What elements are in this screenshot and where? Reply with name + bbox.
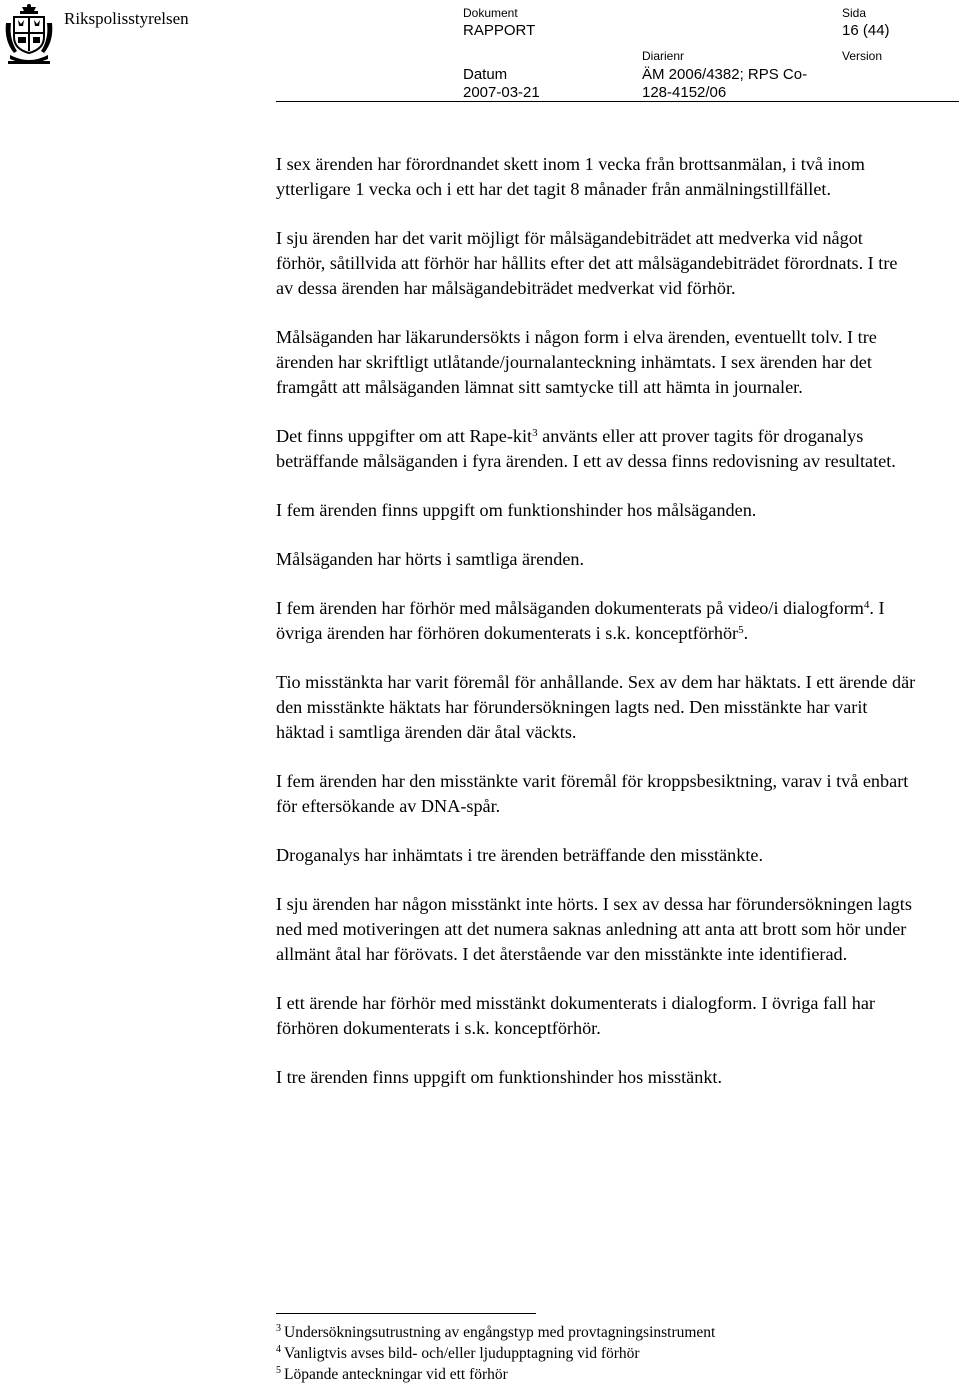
footnote [276, 1322, 916, 1343]
diarienr-value-line1: ÄM 2006/4382; RPS Co- [642, 66, 808, 83]
diarienr-value-line2: 128-4152/06 [642, 84, 727, 101]
datum-label: Datum [463, 66, 508, 83]
paragraph: Målsäganden har hörts i samtliga ärenden. [276, 549, 585, 569]
footnote-ref: 4 [863, 599, 870, 611]
footnote-text: Vanligtvis avses bild- och/eller ljudupptagning vid förhör [284, 1345, 640, 1362]
datum-value: 2007-03-21 [463, 84, 540, 101]
footnote-number: 3 [276, 1323, 281, 1334]
footnote-number: 4 [276, 1344, 281, 1355]
organization-name: Rikspolisstyrelsen [64, 9, 189, 28]
paragraph: I sju ärenden har någon misstänkt inte hörts. I sex av dessa har förundersökningen lagts ned med motiveringen att det numera saknas anledning att anta att brott som hör under allmänt åtal har förövats. I det återstående var den misstänkte inte identifierad. [276, 894, 912, 964]
paragraph: I ett ärende har förhör med misstänkt dokumenterats i dialogform. I övriga fall har förhören dokumenterats i s.k. konceptförhör. [276, 993, 875, 1038]
paragraph-text: . I övriga ärenden har förhören dokumenterats i s.k. konceptförhör [276, 598, 885, 643]
footnote-text: Undersökningsutrustning av engångstyp med provtagningsinstrument [284, 1324, 716, 1341]
paragraph-text: använts eller att prover tagits för droganalys beträffande målsäganden i fyra ärenden. I ett av dessa finns redovisning av resultatet. [276, 426, 896, 471]
footnotes [276, 1322, 916, 1385]
paragraph-text: I fem ärenden har förhör med målsäganden dokumenterats på video/i dialogform [276, 598, 864, 618]
paragraph: Tio misstänkta har varit föremål för anhållande. Sex av dem har häktats. I ett ärende där den misstänkte häktats har förundersökningen lagts ned. Den misstänkte har varit häktad i samtliga ärenden där åtal väckts. [276, 672, 916, 742]
paragraph-text: . [743, 623, 749, 643]
paragraph [276, 424, 916, 474]
paragraph: I sex ärenden har förordnandet skett inom 1 vecka från brottsanmälan, i två inom ytterligare 1 vecka och i ett har det tagit 8 månader från anmälningstillfället. [276, 154, 865, 199]
footnote-text: Löpande anteckningar vid ett förhör [284, 1366, 508, 1383]
paragraph: Droganalys har inhämtats i tre ärenden beträffande den misstänkte. [276, 845, 764, 865]
dokument-label: Dokument [463, 6, 518, 20]
paragraph: I fem ärenden finns uppgift om funktionshinder hos målsäganden. [276, 500, 757, 520]
sida-label: Sida [842, 6, 867, 20]
paragraph: I sju ärenden har det varit möjligt för målsägandebiträdet att medverka vid något förhör, såtillvida att förhör har hållits efter det att målsägandebiträdet förordnats. I tre av dessa ärenden har målsägandebiträdet medverkat vid förhör. [276, 228, 898, 298]
footnote [276, 1364, 916, 1385]
coat-of-arms-logo [4, 3, 54, 67]
diarienr-label: Diarienr [642, 49, 685, 63]
dokument-value: RAPPORT [463, 22, 536, 39]
version-label: Version [842, 49, 883, 63]
footnote-ref: 5 [738, 624, 744, 636]
paragraph: I tre ärenden finns uppgift om funktionshinder hos misstänkt. [276, 1067, 723, 1087]
document-body [276, 152, 916, 1114]
footnote-number: 5 [276, 1365, 281, 1376]
paragraph: Målsäganden har läkarundersökts i någon form i elva ärenden, eventuellt tolv. I tre ärenden har skriftligt utlåtande/journalanteckning inhämtats. I sex ärenden har det framgått att målsäganden lämnat sitt samtycke till att hämta in journaler. [276, 327, 877, 397]
sida-value: 16 (44) [842, 22, 890, 39]
header-divider [276, 101, 959, 102]
paragraph [276, 596, 916, 646]
footnote [276, 1343, 916, 1364]
paragraph: I fem ärenden har den misstänkte varit föremål för kroppsbesiktning, varav i två enbart för eftersökande av DNA-spår. [276, 771, 909, 816]
paragraph-text: Det finns uppgifter om att Rape-kit [276, 426, 533, 446]
footnote-ref: 3 [532, 427, 538, 439]
footnote-divider [276, 1313, 536, 1314]
